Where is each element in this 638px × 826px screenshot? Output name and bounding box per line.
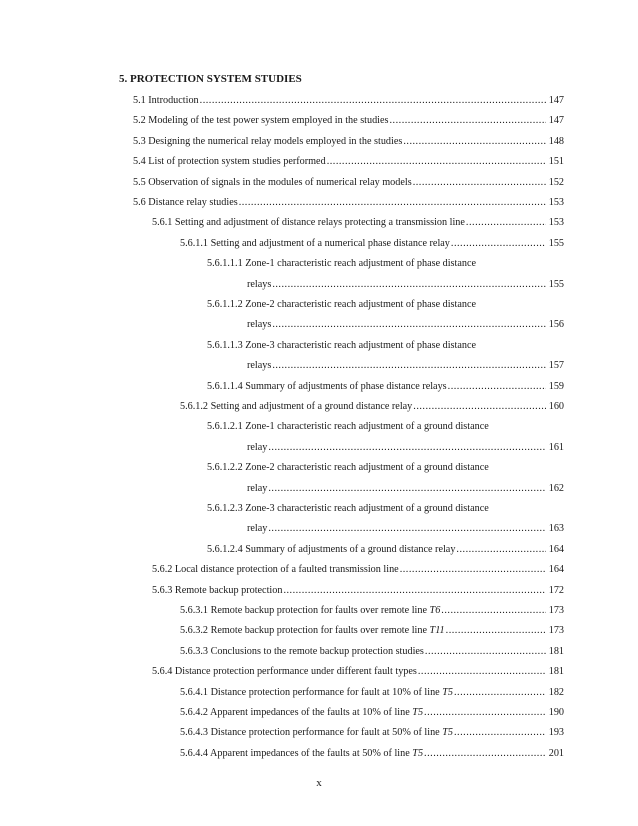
toc-entry-page: 153 (548, 217, 564, 229)
toc-entry-title: 5.3 Designing the numerical relay models employed in the studies (133, 135, 403, 147)
toc-entry-page: 162 (548, 482, 564, 494)
dot-leader (239, 196, 546, 210)
toc-entry-page: 148 (548, 135, 564, 147)
line-id: T11 (429, 625, 445, 637)
toc-entry-page: 156 (548, 319, 564, 331)
dot-leader (272, 278, 545, 292)
section-heading: 5. PROTECTION SYSTEM STUDIES (119, 73, 302, 85)
dot-leader (413, 400, 545, 414)
dot-leader (413, 176, 546, 190)
dot-leader (425, 645, 546, 659)
toc-entry-title: 5.6.4.3 Distance protection performance for fault at 50% of line T5 (180, 727, 453, 739)
toc-entry-page: 181 (548, 666, 564, 678)
toc-entry-5-6-1-1-1-line1[interactable]: 5.6.1.1.1 Zone-1 characteristic reach adjustment of phase distance (207, 258, 477, 270)
toc-entry-title: relays (247, 278, 272, 290)
dot-leader (268, 482, 545, 496)
toc-entry-title: 5.6.1 Setting and adjustment of distance relays protecting a transmission line (152, 217, 465, 229)
dot-leader (200, 94, 546, 108)
toc-entry-title: relay (247, 482, 268, 494)
toc-entry-5-5[interactable] (133, 176, 564, 190)
dot-leader (268, 441, 545, 455)
dot-leader (283, 584, 545, 598)
toc-entry-5-6-4-2[interactable] (180, 706, 564, 720)
toc-entry-5-6-3-3[interactable] (180, 645, 564, 659)
page-number: x (316, 777, 322, 789)
toc-entry-5-6-1[interactable] (152, 216, 564, 230)
toc-entry-5-1[interactable] (133, 94, 564, 108)
line-id: T5 (412, 747, 424, 759)
dot-leader (272, 359, 545, 373)
toc-entry-title: 5.6.3.2 Remote backup protection for faults over remote line T11 (180, 625, 445, 637)
toc-entry-title: 5.6.4.2 Apparent impedances of the faults at 10% of line T5 (180, 707, 424, 718)
toc-entry-page: 164 (548, 543, 564, 555)
toc-entry-page: 161 (548, 441, 564, 453)
toc-entry-page: 157 (548, 360, 564, 372)
toc-entry-5-6-4[interactable] (152, 665, 564, 679)
toc-entry-5-6-1-2-3[interactable] (247, 522, 564, 536)
toc-entry-title: relay (247, 523, 268, 535)
toc-entry-5-6-1-2-2-line1[interactable]: 5.6.1.2.2 Zone-2 characteristic reach adjustment of a ground distance (207, 462, 489, 474)
toc-entry-5-6-3-2[interactable] (180, 624, 564, 638)
toc-entry-page: 181 (548, 645, 564, 657)
toc-entry-page: 193 (548, 727, 564, 739)
toc-entry-page: 153 (548, 197, 564, 208)
toc-entry-title: 5.6.4.4 Apparent impedances of the faults at 50% of line T5 (180, 747, 424, 759)
toc-entry-5-6-1-1-4[interactable] (207, 380, 564, 394)
toc-entry-title: 5.6.3.1 Remote backup protection for faults over remote line T6 (180, 605, 441, 616)
toc-entry-5-6[interactable] (133, 196, 564, 210)
toc-entry-5-6-1-1[interactable] (180, 237, 564, 251)
toc-entry-5-6-1-1-3-line1[interactable]: 5.6.1.1.3 Zone-3 characteristic reach adjustment of phase distance (207, 339, 477, 351)
toc-entry-title: 5.6.1.1 Setting and adjustment of a numerical phase distance relay (180, 237, 450, 249)
line-id: T6 (429, 605, 441, 616)
toc-entry-page: 152 (548, 176, 564, 188)
toc-entry-5-6-1-1-3[interactable] (247, 359, 564, 373)
toc-entry-title: 5.6.3.3 Conclusions to the remote backup protection studies (180, 645, 424, 657)
toc-entry-title: 5.6.1.2.4 Summary of adjustments of a ground distance relay (207, 543, 456, 555)
toc-entry-page: 173 (548, 605, 564, 616)
toc-entry-title: 5.6.4.1 Distance protection performance for fault at 10% of line T5 (180, 686, 453, 698)
dot-leader (390, 114, 546, 128)
dot-leader (268, 522, 545, 536)
toc-entry-page: 155 (548, 237, 564, 249)
toc-entry-title: 5.6.1.1.4 Summary of adjustments of phase distance relays (207, 380, 447, 392)
dot-leader (272, 318, 545, 332)
line-id: T5 (442, 686, 453, 698)
dot-leader (466, 216, 546, 230)
toc-entry-5-6-1-1-2[interactable] (247, 318, 564, 332)
toc-entry-title: 5.4 List of protection system studies performed (133, 156, 326, 168)
toc-entry-5-6-1-1-2-line1[interactable]: 5.6.1.1.2 Zone-2 characteristic reach adjustment of phase distance (207, 299, 477, 310)
toc-entry-5-6-1-2-1-line1[interactable]: 5.6.1.2.1 Zone-1 characteristic reach adjustment of a ground distance (207, 421, 489, 433)
toc-entry-title: 5.5 Observation of signals in the modules of numerical relay models (133, 176, 412, 188)
toc-entry-title: relays (247, 319, 272, 331)
toc-entry-page: 147 (548, 115, 564, 127)
toc-entry-5-6-4-3[interactable] (180, 726, 564, 740)
dot-leader (446, 624, 546, 638)
toc-entry-title: 5.1 Introduction (133, 95, 199, 106)
toc-entry-page: 173 (548, 625, 564, 637)
toc-entry-5-6-4-4[interactable] (180, 747, 564, 761)
toc-entry-5-4[interactable] (133, 155, 564, 169)
dot-leader (448, 380, 546, 394)
dot-leader (456, 543, 545, 557)
toc-entry-page: 147 (548, 95, 564, 106)
toc-entry-page: 164 (548, 564, 564, 576)
dot-leader (454, 686, 546, 700)
dot-leader (400, 563, 546, 577)
toc-entry-page: 201 (548, 747, 564, 759)
toc-entry-title: 5.6.1.2 Setting and adjustment of a ground distance relay (180, 401, 413, 412)
toc-entry-5-6-1-2-4[interactable] (207, 543, 564, 557)
toc-entry-5-2[interactable] (133, 114, 564, 128)
toc-entry-5-6-1-2-3-line1[interactable]: 5.6.1.2.3 Zone-3 characteristic reach adjustment of a ground distance (207, 503, 489, 514)
toc-entry-page: 172 (548, 584, 564, 596)
line-id: T5 (442, 727, 453, 739)
toc-entry-title: 5.2 Modeling of the test power system employed in the studies (133, 115, 389, 127)
toc-entry-5-6-4-1[interactable] (180, 686, 564, 700)
dot-leader (403, 135, 545, 149)
dot-leader (451, 237, 546, 251)
toc-entry-5-6-1-2-1[interactable] (247, 441, 564, 455)
dot-leader (418, 665, 546, 679)
toc-entry-page: 160 (548, 401, 564, 412)
toc-entry-5-6-1-2[interactable] (180, 400, 564, 414)
toc-entry-5-6-3[interactable] (152, 584, 564, 598)
dot-leader (454, 726, 546, 740)
toc-entry-title: 5.6.3 Remote backup protection (152, 584, 283, 596)
line-id: T5 (412, 707, 424, 718)
toc-entry-title: 5.6 Distance relay studies (133, 197, 238, 208)
toc-entry-5-6-1-2-2[interactable] (247, 482, 564, 496)
toc-entry-title: relays (247, 360, 272, 372)
toc-entry-5-6-1-1-1[interactable] (247, 278, 564, 292)
dot-leader (424, 747, 546, 761)
dot-leader (424, 706, 546, 720)
toc-entry-page: 163 (548, 523, 564, 535)
toc-entry-title: 5.6.4 Distance protection performance under different fault types (152, 666, 417, 678)
toc-entry-5-3[interactable] (133, 135, 564, 149)
toc-entry-page: 190 (548, 707, 564, 718)
toc-entry-title: relay (247, 441, 268, 453)
toc-entry-title: 5.6.2 Local distance protection of a faulted transmission line (152, 564, 399, 576)
toc-entry-page: 182 (548, 686, 564, 698)
toc-entry-5-6-3-1[interactable] (180, 604, 564, 618)
toc-entry-page: 151 (548, 156, 564, 168)
toc-entry-5-6-2[interactable] (152, 563, 564, 577)
toc-entry-page: 159 (548, 380, 564, 392)
dot-leader (327, 155, 546, 169)
dot-leader (441, 604, 545, 618)
toc-entry-page: 155 (548, 278, 564, 290)
